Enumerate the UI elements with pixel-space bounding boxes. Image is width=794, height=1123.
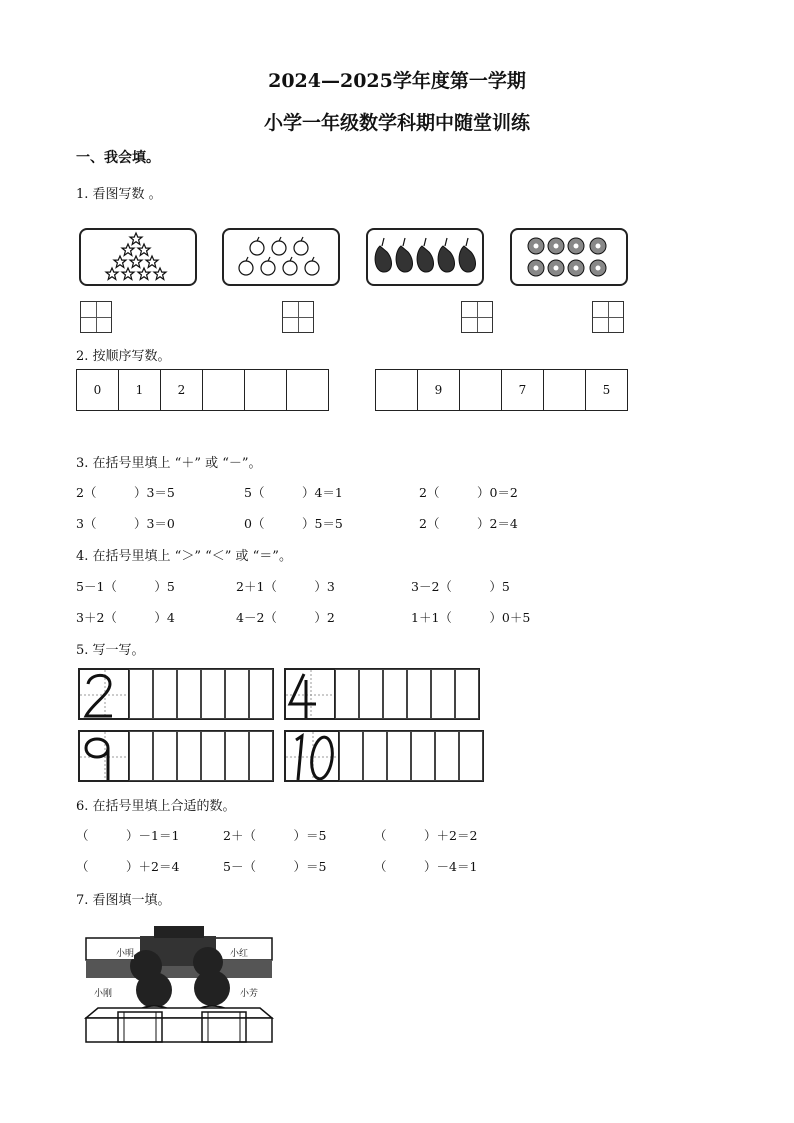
equation-item[interactable]: 3（ ）3＝0 xyxy=(76,516,175,531)
fill-number-item[interactable]: 2＋（ ）＝5 xyxy=(223,828,327,843)
writing-cell[interactable] xyxy=(411,731,435,781)
question-3-label: 3. 在括号里填上 “＋” 或 “－”。 xyxy=(76,456,262,471)
apples-picture xyxy=(222,228,340,286)
question-4-label: 4. 在括号里填上 “＞” “＜” 或 “＝”。 xyxy=(76,549,292,564)
writing-cell[interactable] xyxy=(431,669,455,719)
writing-row-4 xyxy=(284,668,480,720)
sequence-cell[interactable]: 2 xyxy=(161,370,203,411)
writing-cell[interactable] xyxy=(201,731,225,781)
writing-cell[interactable] xyxy=(153,731,177,781)
comparison-item[interactable]: 2＋1（ ）3 xyxy=(236,579,335,594)
answer-box-pears[interactable] xyxy=(461,301,493,333)
fill-number-item[interactable]: （ ）－1＝1 xyxy=(76,828,180,843)
sequence-cell[interactable]: 9 xyxy=(418,370,460,411)
writing-cell[interactable] xyxy=(339,731,363,781)
answer-box-stars[interactable] xyxy=(80,301,112,333)
pears-picture xyxy=(366,228,484,286)
sequence-cell[interactable]: 7 xyxy=(502,370,544,411)
comparison-item[interactable]: 1＋1（ ）0＋5 xyxy=(411,610,531,625)
fill-number-item[interactable]: （ ）－4＝1 xyxy=(374,859,478,874)
digit-10-icon xyxy=(286,732,339,781)
page-subtitle: 小学一年级数学科期中随堂训练 xyxy=(263,112,530,134)
fill-number-item[interactable]: （ ）＋2＝4 xyxy=(76,859,180,874)
classroom-icon xyxy=(84,920,274,1044)
sequence-cell[interactable]: 1 xyxy=(119,370,161,411)
flower-icon xyxy=(512,230,626,284)
sequence-cell[interactable] xyxy=(460,370,502,411)
sequence-cell[interactable]: 0 xyxy=(77,370,119,411)
equation-item[interactable]: 5（ ）4＝1 xyxy=(244,485,343,500)
writing-row-10 xyxy=(284,730,484,782)
comparison-item[interactable]: 4－2（ ）2 xyxy=(236,610,335,625)
writing-cell[interactable] xyxy=(435,731,459,781)
digit-2-icon xyxy=(80,670,129,719)
writing-cell[interactable] xyxy=(455,669,479,719)
comparison-item[interactable]: 5－1（ ）5 xyxy=(76,579,175,594)
digit-model-10 xyxy=(285,731,339,781)
comparison-item[interactable]: 3＋2（ ）4 xyxy=(76,610,175,625)
classroom-picture xyxy=(84,920,274,1044)
question-2-label: 2. 按顺序写数。 xyxy=(76,349,171,364)
question-7-label: 7. 看图填一填。 xyxy=(76,893,171,908)
writing-cell[interactable] xyxy=(387,731,411,781)
question-5-label: 5. 写一写。 xyxy=(76,643,145,658)
student-name-label: 小明 xyxy=(116,946,134,959)
student-name-label: 小芳 xyxy=(240,986,258,999)
writing-cell[interactable] xyxy=(201,669,225,719)
equation-item[interactable]: 2（ ）0＝2 xyxy=(419,485,518,500)
writing-cell[interactable] xyxy=(153,669,177,719)
writing-cell[interactable] xyxy=(129,669,153,719)
stars-icon xyxy=(81,230,195,284)
section-heading: 一、我会填。 xyxy=(76,150,160,166)
writing-row-2 xyxy=(78,668,274,720)
digit-model-2 xyxy=(79,669,129,719)
sequence-cell[interactable]: 5 xyxy=(586,370,628,411)
writing-cell[interactable] xyxy=(459,731,483,781)
writing-cell[interactable] xyxy=(363,731,387,781)
digit-4-icon xyxy=(286,670,335,719)
flowers-picture xyxy=(510,228,628,286)
sequence-cell[interactable] xyxy=(245,370,287,411)
question-6-label: 6. 在括号里填上合适的数。 xyxy=(76,799,236,814)
equation-item[interactable]: 2（ ）3＝5 xyxy=(76,485,175,500)
writing-cell[interactable] xyxy=(249,669,273,719)
sequence-cell[interactable] xyxy=(376,370,418,411)
sequence-cell[interactable] xyxy=(203,370,245,411)
equation-item[interactable]: 2（ ）2＝4 xyxy=(419,516,518,531)
writing-cell[interactable] xyxy=(225,731,249,781)
answer-box-apples[interactable] xyxy=(282,301,314,333)
question-1-label: 1. 看图写数 。 xyxy=(76,187,162,202)
sequence-cell[interactable] xyxy=(544,370,586,411)
writing-cell[interactable] xyxy=(335,669,359,719)
sequence-cell[interactable] xyxy=(287,370,329,411)
answer-box-flowers[interactable] xyxy=(592,301,624,333)
writing-cell[interactable] xyxy=(383,669,407,719)
writing-cell[interactable] xyxy=(129,731,153,781)
apple-icon xyxy=(224,230,338,284)
fill-number-item[interactable]: （ ）＋2＝2 xyxy=(374,828,478,843)
sequence-table-ascending xyxy=(76,369,329,411)
digit-9-icon xyxy=(80,732,129,781)
page-title: 2024—2025学年度第一学期 xyxy=(268,70,526,92)
sequence-table-descending xyxy=(375,369,628,411)
digit-model-4 xyxy=(285,669,335,719)
pear-icon xyxy=(368,230,482,284)
writing-cell[interactable] xyxy=(407,669,431,719)
comparison-item[interactable]: 3－2（ ）5 xyxy=(411,579,510,594)
equation-item[interactable]: 0（ ）5＝5 xyxy=(244,516,343,531)
writing-cell[interactable] xyxy=(359,669,383,719)
writing-row-9 xyxy=(78,730,274,782)
writing-cell[interactable] xyxy=(177,669,201,719)
stars-picture xyxy=(79,228,197,286)
fill-number-item[interactable]: 5－（ ）＝5 xyxy=(223,859,327,874)
writing-cell[interactable] xyxy=(249,731,273,781)
student-name-label: 小红 xyxy=(230,946,248,959)
writing-cell[interactable] xyxy=(177,731,201,781)
digit-model-9 xyxy=(79,731,129,781)
writing-cell[interactable] xyxy=(225,669,249,719)
student-name-label: 小刚 xyxy=(94,986,112,999)
